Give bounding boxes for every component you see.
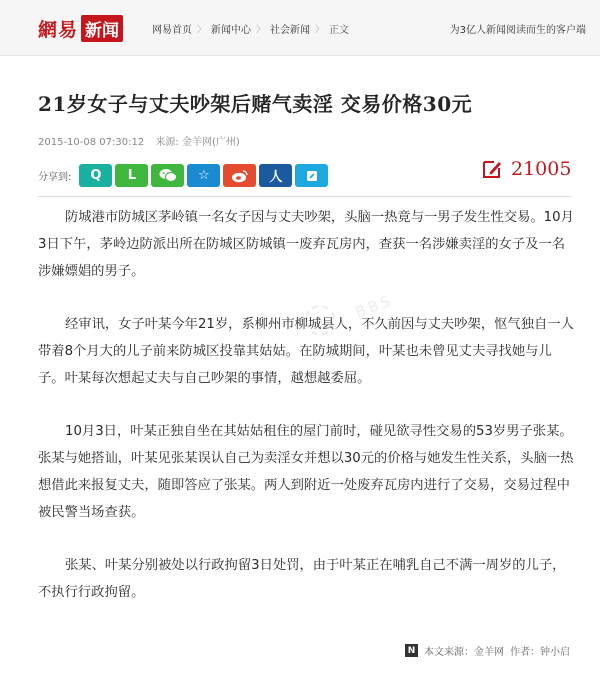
article-paragraph: 经审讯，女子叶某今年21岁，系柳州市柳城县人，不久前因与丈夫吵架，怄气独自一人带着8个月大的儿子前来防城区投靠其姑姑。在防城期间，叶某也未曾见丈夫寻找她与儿子。叶某每次想起丈夫与自己吵架的事情，越想越委屈。	[38, 317, 574, 386]
share-favorite-button[interactable]	[187, 164, 220, 187]
netease-n-icon: N	[405, 644, 418, 657]
breadcrumb-news-center-link[interactable]: 新闻中心	[211, 25, 252, 36]
logo-brand-text: 網易	[38, 18, 79, 41]
share-renren-button[interactable]	[259, 164, 292, 187]
share-label: 分享到:	[38, 172, 72, 183]
article-meta	[38, 133, 240, 148]
logo-section-text: 新闻	[81, 15, 123, 42]
article-paragraph: 10月3日，叶某正独自坐在其姑姑租住的屋门前时，碰见欲寻性交易的53岁男子张某。张某与她搭讪，叶某见张某误认自己为卖淫女并想以30元的价格与她发生性关系，头脑一热想借此来报复丈夫，随即答应了张某。两人到附近一处废弃瓦房内进行了交易，交易过程中被民警当场查获。	[38, 424, 574, 520]
youdao-icon	[305, 169, 319, 183]
share-youdao-button[interactable]	[295, 164, 328, 187]
article-paragraph: 防城港市防城区茅岭镇一名女子因与丈夫吵架，头脑一热竟与一男子发生性交易。10月3日下午，茅岭边防派出所在防城区防城镇一废弃瓦房内，查获一名涉嫌卖淫的女子及一名涉嫌嫖娼的男子。	[38, 210, 574, 279]
share-weibo-button[interactable]	[223, 164, 256, 187]
article-paragraph: 张某、叶某分别被处以行政拘留3日处罚，由于叶某正在哺乳自己不满一周岁的儿子，不执行行政拘留。	[38, 558, 566, 600]
article-footer-source	[405, 643, 570, 658]
netease-news-logo[interactable]	[38, 15, 123, 41]
divider	[38, 196, 572, 197]
comment-count: 21005	[511, 158, 572, 180]
edit-comment-icon	[481, 158, 503, 180]
share-qq-zone-button[interactable]	[79, 164, 112, 187]
watermark-logo: ◌ BBS	[294, 283, 396, 346]
favorite-icon: ☆	[198, 168, 210, 183]
breadcrumb	[152, 21, 349, 36]
share-wechat-button[interactable]	[151, 164, 184, 187]
breadcrumb-separator-icon: 〉	[315, 25, 325, 35]
comment-count-link[interactable]	[481, 158, 571, 180]
qq-zone-icon: Q	[90, 168, 102, 183]
lofter-icon: L	[127, 168, 137, 183]
weibo-icon	[231, 169, 249, 183]
share-bar	[38, 164, 331, 187]
breadcrumb-society-news-link[interactable]: 社会新闻	[270, 25, 311, 36]
footer-source-text: 本文来源：金羊网	[424, 647, 504, 658]
breadcrumb-separator-icon: 〉	[197, 25, 207, 35]
breadcrumb-current: 正文	[329, 25, 350, 36]
article-body	[38, 204, 578, 632]
article-source: 来源: 金羊网(广州)	[155, 137, 240, 148]
top-nav-bar	[0, 0, 600, 56]
app-promo-link[interactable]: 为3亿人新闻阅读而生的客户端	[449, 25, 586, 36]
article-title: 21岁女子与丈夫吵架后赌气卖淫 交易价格30元	[38, 92, 473, 116]
breadcrumb-separator-icon: 〉	[256, 25, 266, 35]
footer-author-text: 作者：钟小启	[510, 647, 570, 658]
publish-datetime: 2015-10-08 07:30:12	[38, 137, 145, 148]
wechat-icon	[159, 168, 177, 183]
share-lofter-button[interactable]	[115, 164, 148, 187]
renren-icon: 人	[269, 170, 283, 185]
breadcrumb-home-link[interactable]: 网易首页	[152, 25, 192, 36]
